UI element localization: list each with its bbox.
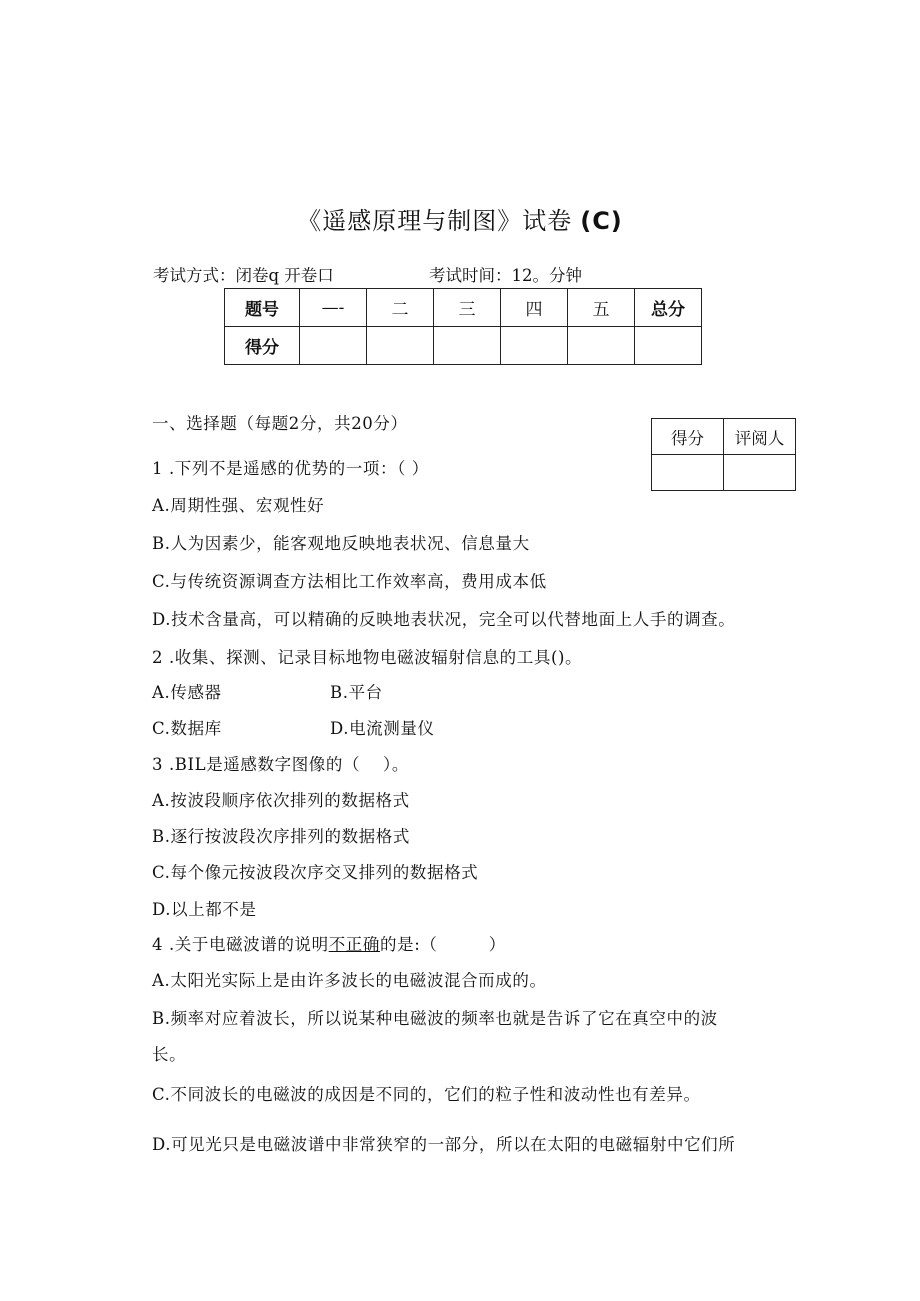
grader-score-cell bbox=[652, 455, 724, 491]
question-4-option-b-line-2: 长。 bbox=[152, 1045, 187, 1064]
question-4-option-b-line-1: B.频率对应着波长，所以说某种电磁波的频率也就是告诉了它在真空中的波 bbox=[152, 1009, 718, 1028]
question-4-stem-end: 的是:（ ） bbox=[380, 935, 506, 954]
question-2-option-a: A.传感器 bbox=[152, 683, 222, 702]
section-heading: 一、选择题（每题2分，共20分） bbox=[152, 414, 408, 433]
score-cell bbox=[568, 327, 635, 365]
question-2-options-row-1 bbox=[152, 679, 712, 703]
grader-table bbox=[651, 418, 796, 491]
question-4-option-c: C.不同波长的电磁波的成因是不同的，它们的粒子性和波动性也有差异。 bbox=[152, 1085, 701, 1104]
score-table bbox=[224, 288, 702, 365]
question-4-option-a: A.太阳光实际上是由许多波长的电磁波混合而成的。 bbox=[152, 971, 547, 990]
question-1-option-a: A.周期性强、宏观性好 bbox=[152, 496, 325, 515]
question-3-option-a: A.按波段顺序依次排列的数据格式 bbox=[152, 791, 410, 810]
question-2-option-c: C.数据库 bbox=[152, 719, 222, 738]
grader-reviewer-label: 评阅人 bbox=[724, 419, 796, 455]
question-2-stem: 2 .收集、探测、记录目标地物电磁波辐射信息的工具()。 bbox=[152, 648, 583, 667]
question-4-stem-start: 4 .关于电磁波谱的说明 bbox=[152, 935, 329, 954]
exam-title-variant: (C) bbox=[580, 207, 623, 235]
exam-title-main: 《遥感原理与制图》试卷 bbox=[297, 207, 573, 235]
question-1-stem: 1 .下列不是遥感的优势的一项：（ ） bbox=[152, 459, 429, 478]
score-header-cell: 五 bbox=[568, 289, 635, 327]
score-header-cell: 总分 bbox=[635, 289, 702, 327]
question-1-option-c: C.与传统资源调查方法相比工作效率高，费用成本低 bbox=[152, 572, 547, 591]
exam-mode: 考试方式：闭卷q 开卷口 bbox=[153, 266, 334, 285]
exam-time: 考试时间：12。分钟 bbox=[429, 266, 582, 285]
score-row-label: 得分 bbox=[225, 327, 300, 365]
score-cell bbox=[635, 327, 702, 365]
question-3-option-c: C.每个像元按波段次序交叉排列的数据格式 bbox=[152, 863, 479, 882]
question-2-option-b: B.平台 bbox=[330, 683, 383, 702]
question-4-emphasis: 不正确 bbox=[328, 935, 380, 954]
question-4-stem bbox=[152, 931, 506, 955]
question-3-stem: 3 .BIL是遥感数字图像的（ ）。 bbox=[152, 755, 409, 774]
question-2-options-row-2 bbox=[152, 715, 712, 739]
score-header-cell: 二 bbox=[367, 289, 434, 327]
grader-score-label: 得分 bbox=[652, 419, 724, 455]
grader-reviewer-cell bbox=[724, 455, 796, 491]
score-header-cell: 四 bbox=[501, 289, 568, 327]
score-cell bbox=[501, 327, 568, 365]
question-2-option-d: D.电流测量仪 bbox=[330, 719, 435, 738]
exam-title bbox=[0, 201, 920, 236]
score-table-header-row bbox=[225, 289, 702, 327]
question-1-option-b: B.人为因素少，能客观地反映地表状况、信息量大 bbox=[152, 534, 530, 553]
score-cell bbox=[300, 327, 367, 365]
score-table-score-row bbox=[225, 327, 702, 365]
score-header-cell: 题号 bbox=[225, 289, 300, 327]
score-cell bbox=[434, 327, 501, 365]
score-header-cell: —- bbox=[300, 289, 367, 327]
question-4-option-d: D.可见光只是电磁波谱中非常狭窄的一部分，所以在太阳的电磁辐射中它们所 bbox=[152, 1135, 736, 1154]
question-3-option-b: B.逐行按波段次序排列的数据格式 bbox=[152, 827, 410, 846]
question-3-option-d: D.以上都不是 bbox=[152, 900, 257, 919]
exam-info bbox=[153, 262, 582, 286]
score-cell bbox=[367, 327, 434, 365]
score-header-cell: 三 bbox=[434, 289, 501, 327]
question-1-option-d: D.技术含量高，可以精确的反映地表状况，完全可以代替地面上人手的调查。 bbox=[152, 610, 736, 629]
